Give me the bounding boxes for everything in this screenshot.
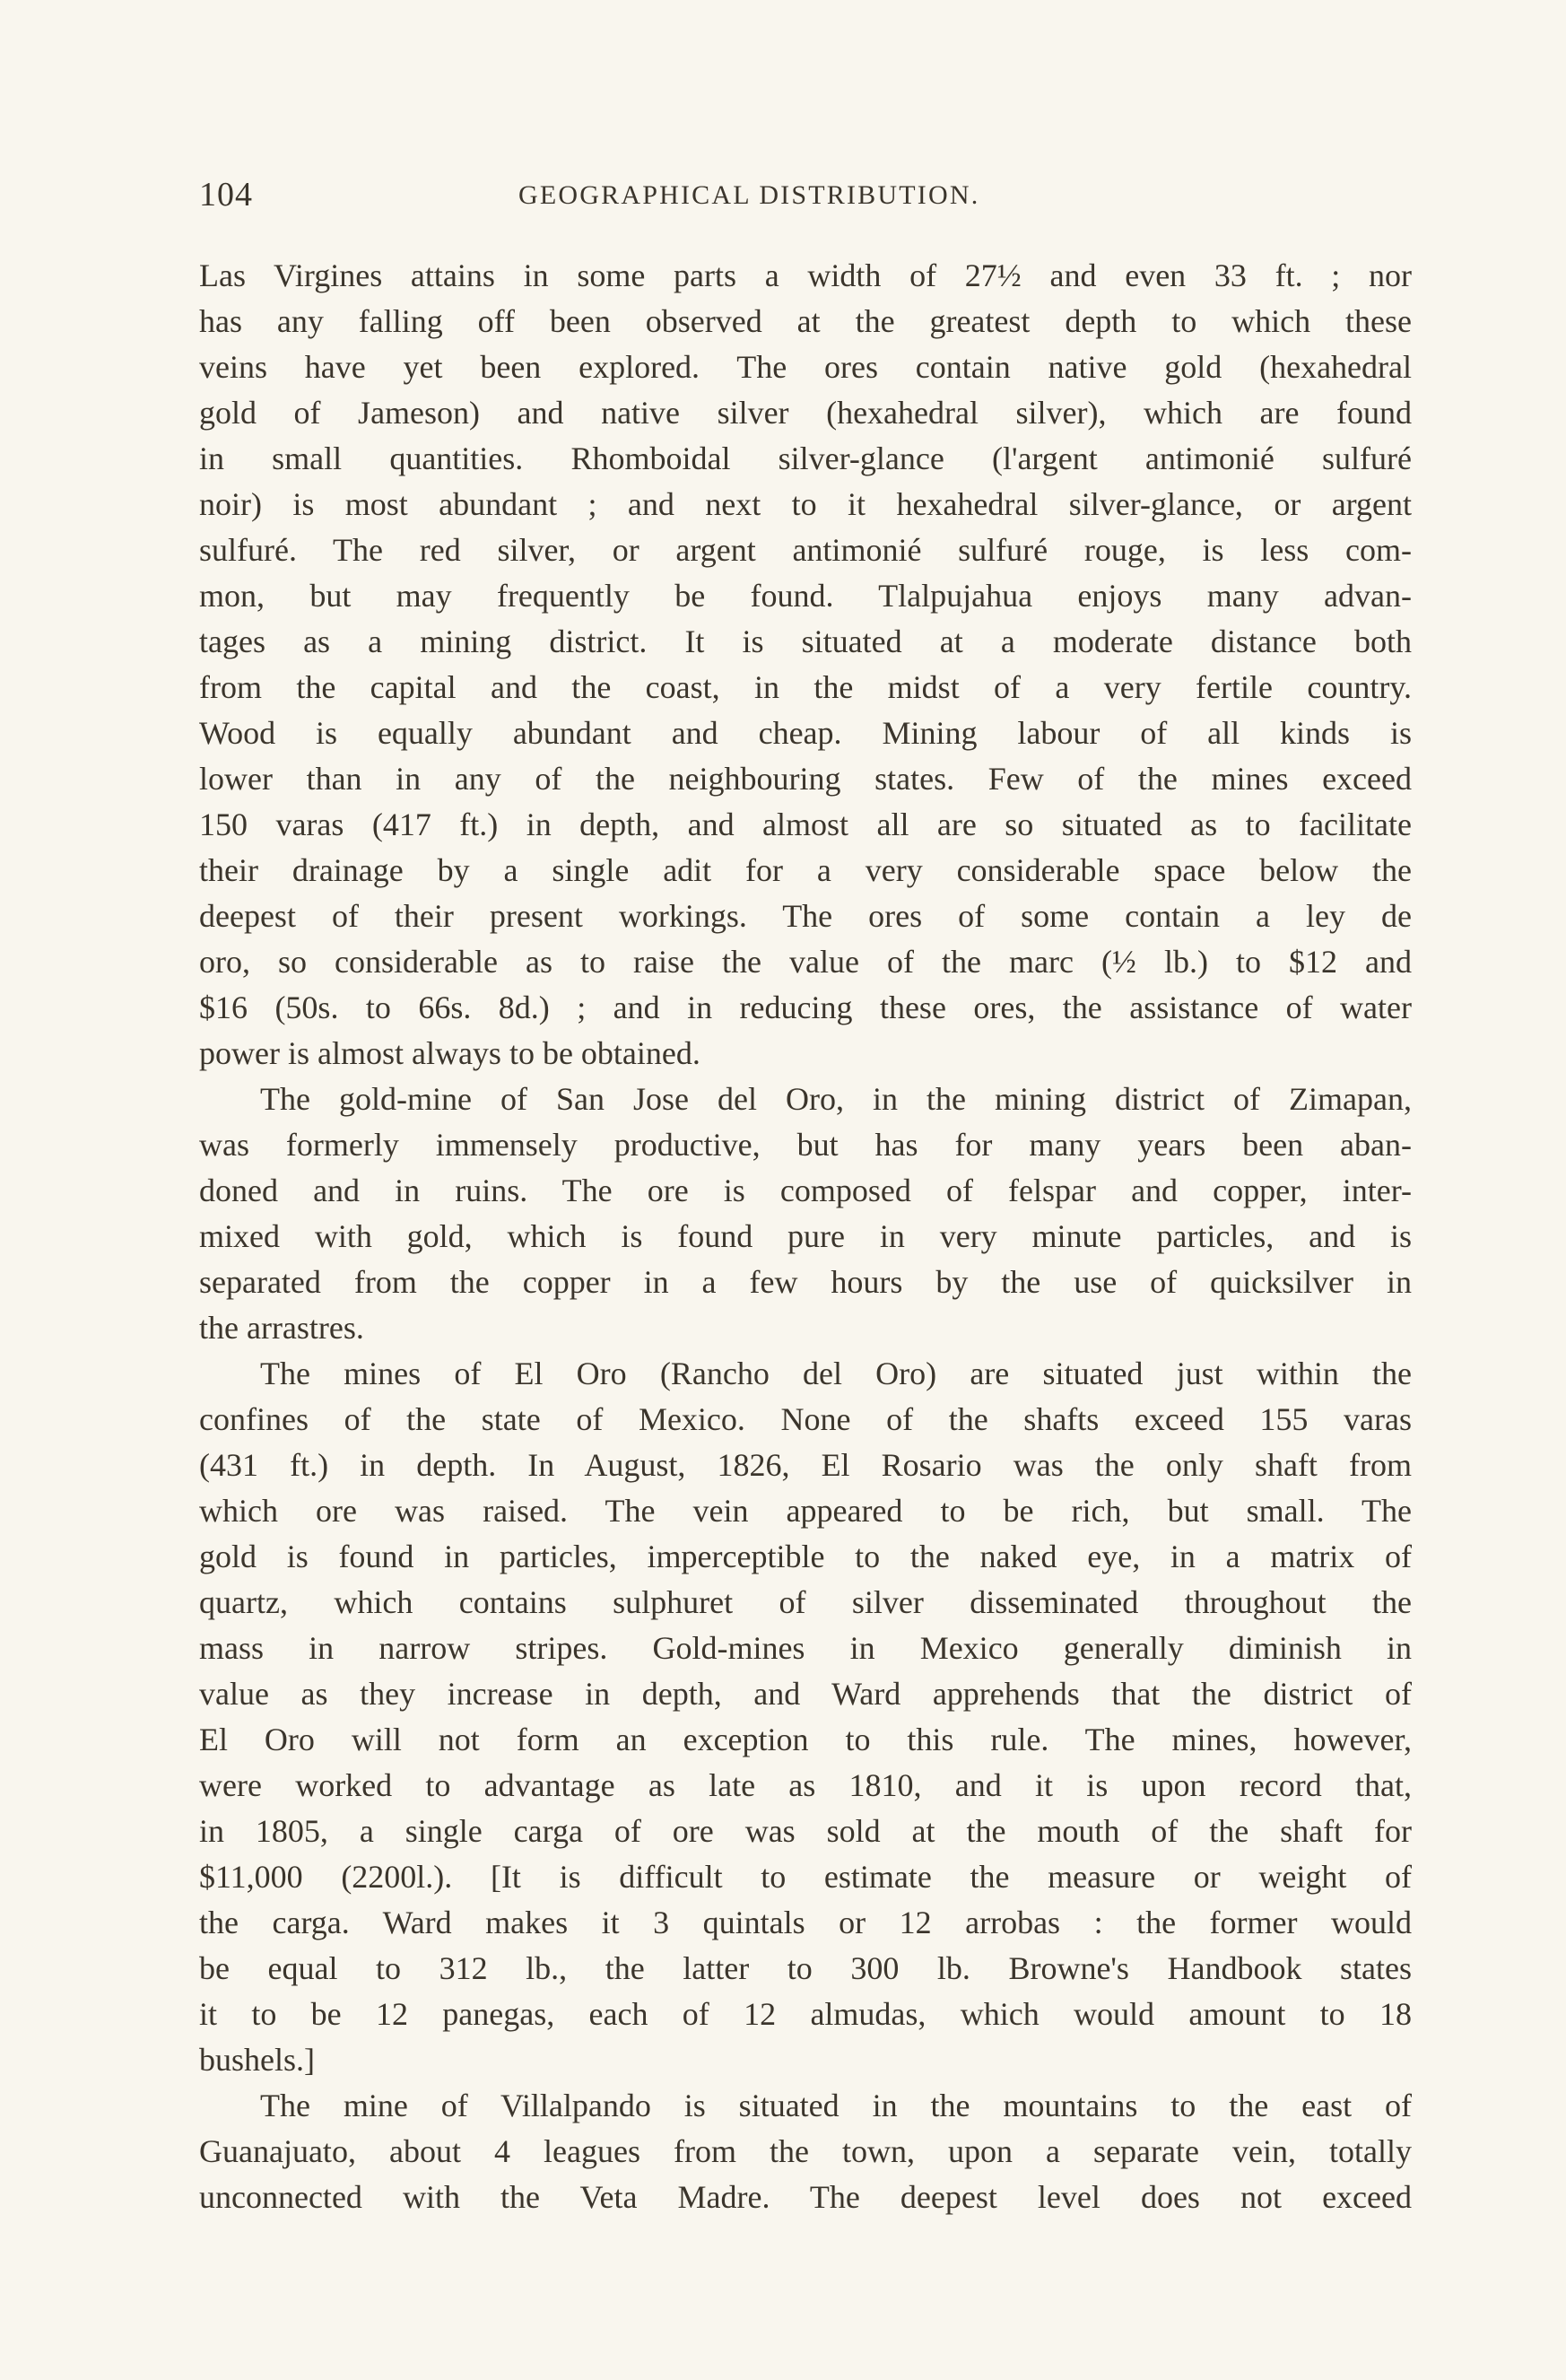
- text-line: lower than in any of the neighbouring states. Few of the mines exceed: [199, 761, 1412, 797]
- text-line: 150 varas (417 ft.) in depth, and almost all are so situated as to facilitate: [199, 806, 1412, 842]
- text-line: value as they increase in depth, and Ward apprehends that the district of: [199, 1676, 1412, 1712]
- text-line: $16 (50s. to 66s. 8d.) ; and in reducing these ores, the assistance of water: [199, 989, 1412, 1025]
- text-line: doned and in ruins. The ore is composed of felspar and copper, inter-: [199, 1173, 1412, 1208]
- text-line: (431 ft.) in depth. In August, 1826, El Rosario was the only shaft from: [199, 1447, 1412, 1483]
- body-text: [199, 253, 1412, 2220]
- text-line: El Oro will not form an exception to this rule. The mines, however,: [199, 1722, 1412, 1757]
- text-line: separated from the copper in a few hours by the use of quicksilver in: [199, 1264, 1412, 1300]
- text-line: from the capital and the coast, in the midst of a very fertile country.: [199, 669, 1412, 705]
- text-line: $11,000 (2200l.). [It is difficult to estimate the measure or weight of: [199, 1859, 1412, 1895]
- page-header: [199, 175, 1412, 220]
- paragraph-end-line: the arrastres.: [199, 1310, 364, 1346]
- running-head: GEOGRAPHICAL DISTRIBUTION.: [518, 180, 980, 210]
- text-line: noir) is most abundant ; and next to it hexahedral silver-glance, or argent: [199, 486, 1412, 522]
- text-line: their drainage by a single adit for a very considerable space below the: [199, 852, 1412, 888]
- text-line: Guanajuato, about 4 leagues from the town, upon a separate vein, totally: [199, 2133, 1412, 2169]
- text-line: mass in narrow stripes. Gold-mines in Mexico generally diminish in: [199, 1630, 1412, 1666]
- text-line: tages as a mining district. It is situated at a moderate distance both: [199, 623, 1412, 659]
- paragraph-end-line: bushels.]: [199, 2042, 315, 2078]
- text-line: in 1805, a single carga of ore was sold at the mouth of the shaft for: [199, 1813, 1412, 1849]
- text-line: oro, so considerable as to raise the value of the marc (½ lb.) to $12 and: [199, 944, 1412, 980]
- text-line: Wood is equally abundant and cheap. Mining labour of all kinds is: [199, 715, 1412, 751]
- text-line: quartz, which contains sulphuret of silver disseminated throughout the: [199, 1584, 1412, 1620]
- text-line: gold is found in particles, imperceptible to the naked eye, in a matrix of: [199, 1539, 1412, 1574]
- text-line: the carga. Ward makes it 3 quintals or 12 arrobas : the former would: [199, 1905, 1412, 1940]
- text-line: has any falling off been observed at the greatest depth to which these: [199, 303, 1412, 339]
- text-line: was formerly immensely productive, but has for many years been aban-: [199, 1127, 1412, 1163]
- paragraph-start-line: The gold-mine of San Jose del Oro, in the mining district of Zimapan,: [260, 1081, 1412, 1117]
- page-number: 104: [199, 176, 253, 214]
- text-line: mon, but may frequently be found. Tlalpujahua enjoys many advan-: [199, 578, 1412, 614]
- text-line: veins have yet been explored. The ores contain native gold (hexahedral: [199, 349, 1412, 385]
- text-line: unconnected with the Veta Madre. The deepest level does not exceed: [199, 2179, 1412, 2215]
- text-line: it to be 12 panegas, each of 12 almudas, which would amount to 18: [199, 1996, 1412, 2032]
- text-line: in small quantities. Rhomboidal silver-glance (l'argent antimonié sulfuré: [199, 440, 1412, 476]
- text-line: mixed with gold, which is found pure in very minute particles, and is: [199, 1218, 1412, 1254]
- text-line: Las Virgines attains in some parts a width of 27½ and even 33 ft. ; nor: [199, 257, 1412, 293]
- text-line: were worked to advantage as late as 1810, and it is upon record that,: [199, 1767, 1412, 1803]
- paragraph-end-line: power is almost always to be obtained.: [199, 1035, 700, 1071]
- text-line: be equal to 312 lb., the latter to 300 lb. Browne's Handbook states: [199, 1950, 1412, 1986]
- text-line: which ore was raised. The vein appeared to be rich, but small. The: [199, 1493, 1412, 1529]
- paragraph-start-line: The mines of El Oro (Rancho del Oro) are situated just within the: [260, 1356, 1412, 1391]
- text-line: sulfuré. The red silver, or argent antimonié sulfuré rouge, is less com-: [199, 532, 1412, 568]
- text-line: gold of Jameson) and native silver (hexahedral silver), which are found: [199, 395, 1412, 431]
- paragraph-start-line: The mine of Villalpando is situated in the mountains to the east of: [260, 2088, 1412, 2123]
- text-line: deepest of their present workings. The ores of some contain a ley de: [199, 898, 1412, 934]
- text-line: confines of the state of Mexico. None of the shafts exceed 155 varas: [199, 1401, 1412, 1437]
